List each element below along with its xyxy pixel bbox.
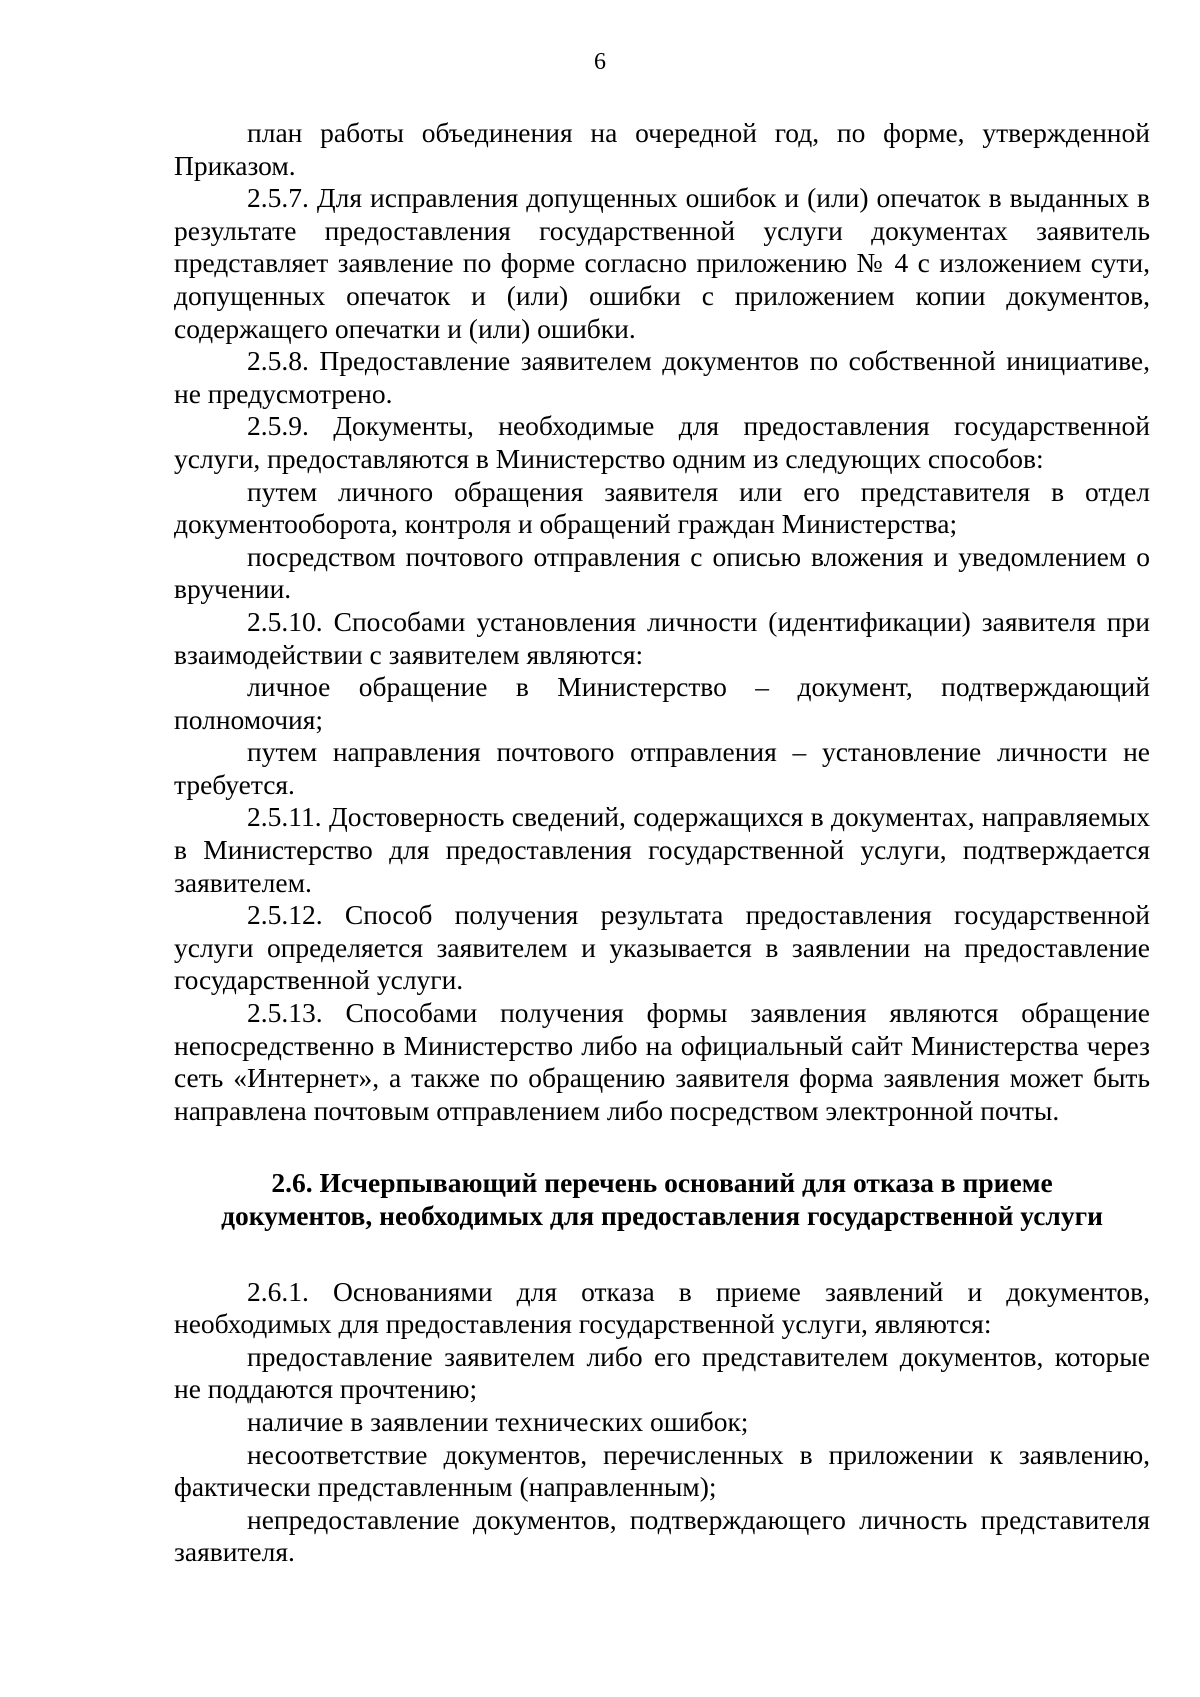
- paragraph-2-5-9: 2.5.9. Документы, необходимые для предоставления государственной услуги, предоставляются в Министерство одним из следующих способов:: [174, 410, 1150, 474]
- section-heading-line: документов, необходимых для предоставления государственной услуги: [221, 1200, 1103, 1231]
- paragraph: путем направления почтового отправления – установление личности не требуется.: [174, 736, 1150, 800]
- paragraph-2-5-8: 2.5.8. Предоставление заявителем документов по собственной инициативе, не предусмотрено.: [174, 345, 1150, 409]
- paragraph: посредством почтового отправления с описью вложения и уведомлением о вручении.: [174, 540, 1150, 605]
- paragraph: несоответствие документов, перечисленных в приложении к заявлению, фактически представленным (направленным);: [174, 1438, 1150, 1503]
- section-heading-line: 2.6. Исчерпывающий перечень оснований для отказа в приеме: [271, 1167, 1053, 1199]
- paragraph: предоставление заявителем либо его представителем документов, которые не поддаются прочтению;: [174, 1340, 1150, 1405]
- paragraph-2-5-13: 2.5.13. Способами получения формы заявления являются обращение непосредственно в Министерство либо на официальный сайт Министерства через сеть «Интернет», а также по обращению заявителя форма заявления может быть направлена почтовым отправлением либо посредством электронной почты.: [174, 997, 1150, 1126]
- paragraph-2-6-1: 2.6.1. Основаниями для отказа в приеме заявлений и документов, необходимых для предоставления государственной услуги, являются:: [174, 1275, 1150, 1340]
- paragraph-2-5-12: 2.5.12. Способ получения результата предоставления государственной услуги определяется заявителем и указывается в заявлении на предоставление государственной услуги.: [174, 899, 1150, 996]
- paragraph-2-5-11: 2.5.11. Достоверность сведений, содержащихся в документах, направляемых в Министерство для предоставления государственной услуги, подтверждается заявителем.: [174, 801, 1150, 898]
- paragraph: план работы объединения на очередной год, по форме, утвержденной Приказом.: [174, 117, 1150, 181]
- page-number: 6: [594, 49, 606, 75]
- paragraph: непредоставление документов, подтверждающего личность представителя заявителя.: [174, 1503, 1150, 1568]
- document-body: [174, 117, 1150, 1569]
- paragraph: наличие в заявлении технических ошибок;: [247, 1405, 749, 1437]
- paragraph-2-5-10: 2.5.10. Способами установления личности (идентификации) заявителя при взаимодействии с заявителем являются:: [174, 605, 1150, 670]
- paragraph: личное обращение в Министерство – документ, подтверждающий полномочия;: [174, 671, 1150, 735]
- paragraph-2-5-7: 2.5.7. Для исправления допущенных ошибок и (или) опечаток в выданных в результате предоставления государственной услуги документах заявитель представляет заявление по форме согласно приложению № 4 с изложением сути, допущенных опечаток и (или) ошибки с приложением копии документов, содержащего опечатки и (или) ошибки.: [174, 182, 1150, 344]
- paragraph: путем личного обращения заявителя или его представителя в отдел документооборота, контроля и обращений граждан Министерства;: [174, 475, 1150, 540]
- section-heading-2-6: [174, 1167, 1150, 1232]
